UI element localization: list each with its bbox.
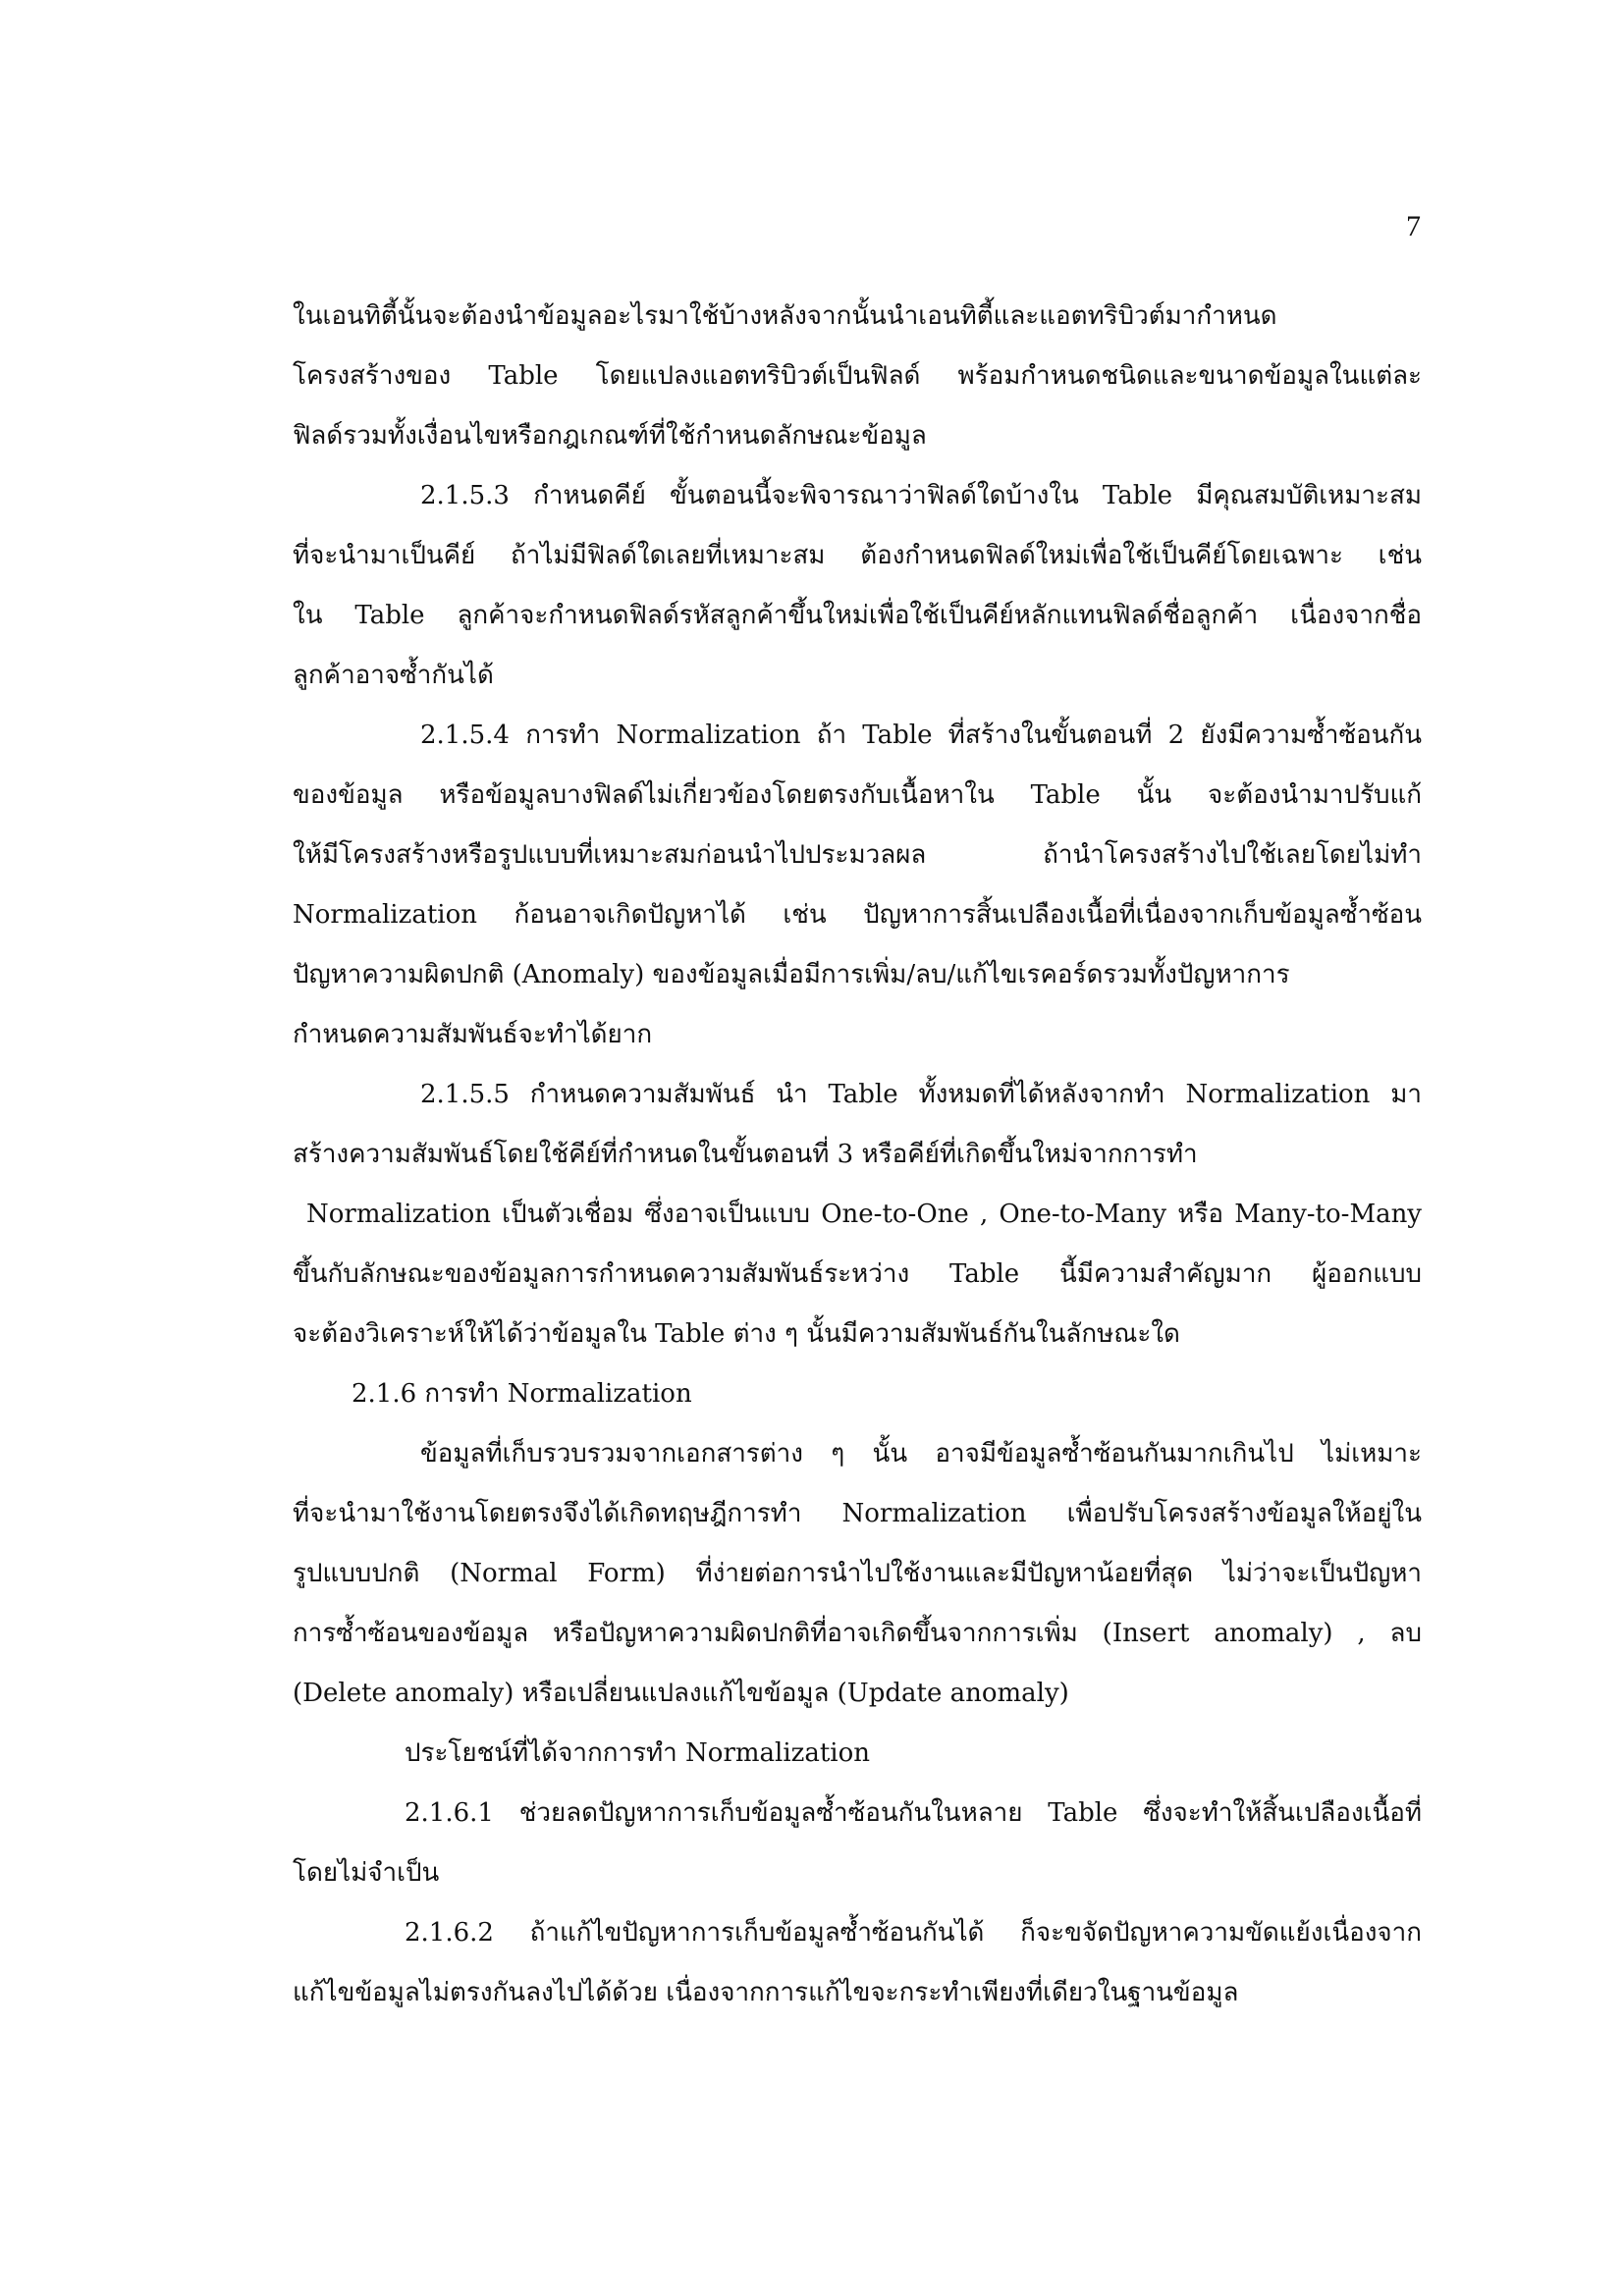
paragraph-line: กำหนดความสัมพันธ์จะทำได้ยาก (293, 1020, 653, 1049)
paragraph-line: ในเอนทิตี้นั้นจะต้องนำข้อมูลอะไรมาใช้บ้างหลังจากนั้นนำเอนทิตี้และแอตทริบิวต์มากำหนด (293, 301, 1277, 331)
paragraph-line: จะต้องวิเคราะห์ให้ได้ว่าข้อมูลใน Table ต่าง ๆ นั้นมีความสัมพันธ์กันในลักษณะใด (293, 1319, 1180, 1349)
section-2-1-5-3-line: 2.1.5.3 กำหนดคีย์ ขั้นตอนนี้จะพิจารณาว่าฟิลด์ใดบ้างใน Table มีคุณสมบัติเหมาะสม (420, 481, 1422, 510)
paragraph-line: Normalization เป็นตัวเชื่อม ซึ่งอาจเป็นแบบ One-to-One , One-to-Many หรือ Many-to-Many (306, 1200, 1422, 1229)
paragraph-line: ขึ้นกับลักษณะของข้อมูลการกำหนดความสัมพันธ์ระหว่าง Table นี้มีความสำคัญมาก ผู้ออกแบบ (293, 1259, 1422, 1289)
paragraph-line: การซ้ำซ้อนของข้อมูล หรือปัญหาความผิดปกติที่อาจเกิดขึ้นจากการเพิ่ม (Insert anomaly) , ลบ (293, 1619, 1422, 1648)
paragraph-line: ลูกค้าอาจซ้ำกันได้ (293, 661, 494, 690)
page-number: 7 (1406, 210, 1421, 242)
paragraph-line: ฟิลด์รวมทั้งเงื่อนไขหรือกฎเกณฑ์ที่ใช้กำหนดลักษณะข้อมูล (293, 421, 927, 451)
paragraph-line: ปัญหาความผิดปกติ (Anomaly) ของข้อมูลเมื่อมีการเพิ่ม/ลบ/แก้ไขเรคอร์ดรวมทั้งปัญหาการ (293, 960, 1290, 989)
paragraph-line: ของข้อมูล หรือข้อมูลบางฟิลด์ไม่เกี่ยวข้องโดยตรงกับเนื้อหาใน Table นั้น จะต้องนำมาปรับแก้ (293, 780, 1422, 810)
section-2-1-5-4-line: 2.1.5.4 การทำ Normalization ถ้า Table ที่สร้างในขั้นตอนที่ 2 ยังมีความซ้ำซ้อนกัน (420, 721, 1422, 750)
paragraph-line: ที่จะนำมาเป็นคีย์ ถ้าไม่มีฟิลด์ใดเลยที่เหมาะสม ต้องกำหนดฟิลด์ใหม่เพื่อใช้เป็นคีย์โดยเฉพาะ เช่น (293, 541, 1422, 570)
paragraph-line: สร้างความสัมพันธ์โดยใช้คีย์ที่กำหนดในขั้นตอนที่ 3 หรือคีย์ที่เกิดขึ้นใหม่จากการทำ (293, 1140, 1198, 1169)
section-2-1-6-2-line: 2.1.6.2 ถ้าแก้ไขปัญหาการเก็บข้อมูลซ้ำซ้อนกันได้ ก็จะขจัดปัญหาความขัดแย้งเนื่องจาก (405, 1918, 1422, 1948)
subheading-benefits: ประโยชน์ที่ได้จากการทำ Normalization (405, 1738, 871, 1768)
paragraph-line: โครงสร้างของ Table โดยแปลงแอตทริบิวต์เป็นฟิลด์ พร้อมกำหนดชนิดและขนาดข้อมูลในแต่ละ (293, 361, 1422, 391)
paragraph-line: Normalization ก้อนอาจเกิดปัญหาได้ เช่น ปัญหาการสิ้นเปลืองเนื้อที่เนื่องจากเก็บข้อมูลซ้ำซ้อน (293, 900, 1422, 930)
paragraph-line: แก้ไขข้อมูลไม่ตรงกันลงไปได้ด้วย เนื่องจากการแก้ไขจะกระทำเพียงที่เดียวในฐานข้อมูล (293, 1978, 1239, 2007)
section-2-1-6-1-line: 2.1.6.1 ช่วยลดปัญหาการเก็บข้อมูลซ้ำซ้อนกันในหลาย Table ซึ่งจะทำให้สิ้นเปลืองเนื้อที่ (405, 1798, 1422, 1828)
paragraph-line: ที่จะนำมาใช้งานโดยตรงจึงได้เกิดทฤษฎีการทำ Normalization เพื่อปรับโครงสร้างข้อมูลให้อยู่ใน (293, 1499, 1422, 1528)
paragraph-line: (Delete anomaly) หรือเปลี่ยนแปลงแก้ไขข้อมูล (Update anomaly) (293, 1679, 1069, 1708)
paragraph-line: ให้มีโครงสร้างหรือรูปแบบที่เหมาะสมก่อนนำไปประมวลผล ถ้านำโครงสร้างไปใช้เลยโดยไม่ทำ (293, 840, 1422, 870)
section-heading-2-1-6: 2.1.6 การทำ Normalization (352, 1379, 692, 1409)
paragraph-line: ใน Table ลูกค้าจะกำหนดฟิลด์รหัสลูกค้าขึ้นใหม่เพื่อใช้เป็นคีย์หลักแทนฟิลด์ชื่อลูกค้า เนื่องจากชื่อ (293, 601, 1422, 630)
paragraph-line: โดยไม่จำเป็น (293, 1858, 440, 1888)
paragraph-line: ข้อมูลที่เก็บรวบรวมจากเอกสารต่าง ๆ นั้น อาจมีข้อมูลซ้ำซ้อนกันมากเกินไป ไม่เหมาะ (420, 1439, 1422, 1468)
section-2-1-5-5-line: 2.1.5.5 กำหนดความสัมพันธ์ นำ Table ทั้งหมดที่ได้หลังจากทำ Normalization มา (420, 1080, 1422, 1109)
paragraph-line: รูปแบบปกติ (Normal Form) ที่ง่ายต่อการนำไปใช้งานและมีปัญหาน้อยที่สุด ไม่ว่าจะเป็นปัญหา (293, 1559, 1422, 1588)
